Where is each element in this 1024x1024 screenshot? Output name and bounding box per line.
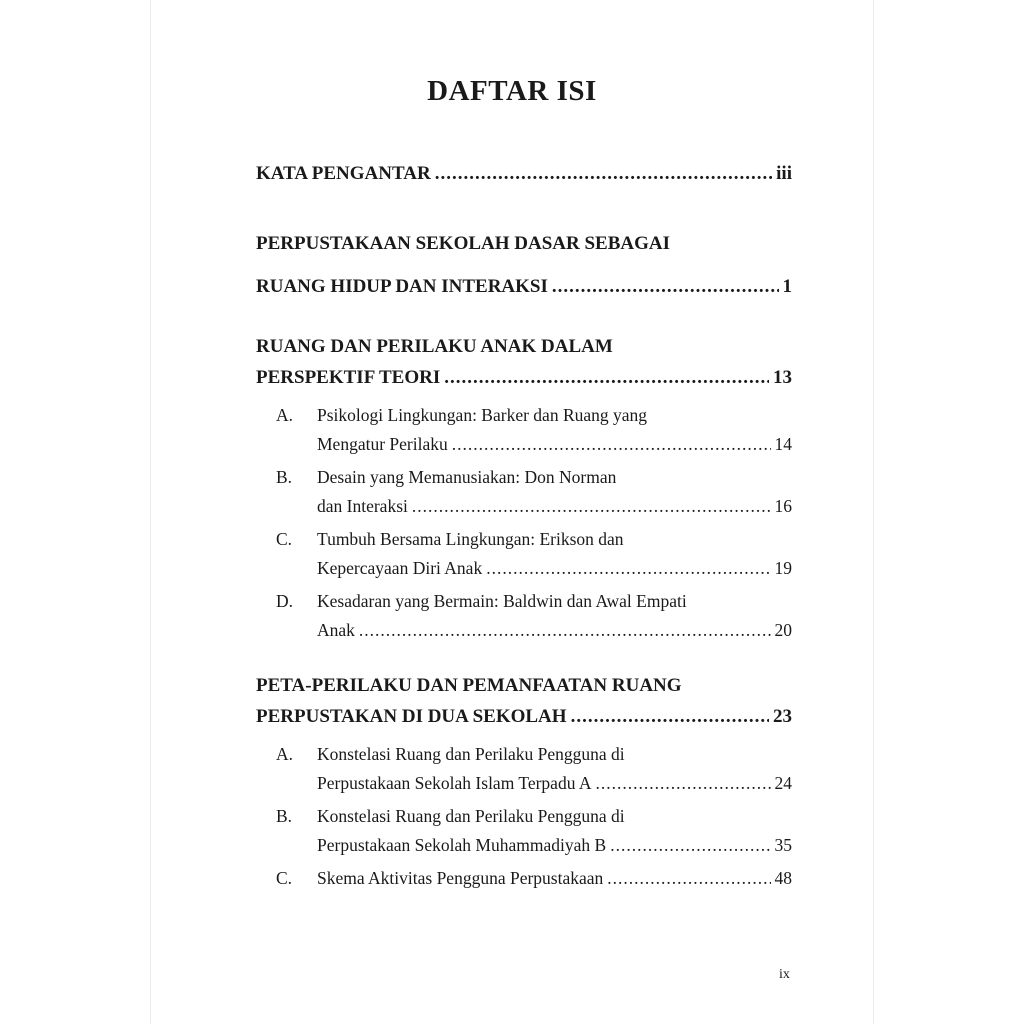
folio-page-number: ix bbox=[779, 967, 790, 982]
toc-page-number: 35 bbox=[774, 835, 792, 855]
dot-leader bbox=[552, 276, 779, 298]
toc-item-2a-line1[interactable]: Psikologi Lingkungan: Barker dan Ruang yang bbox=[317, 405, 648, 425]
toc-item-2d-line2: Anak bbox=[317, 620, 355, 640]
toc-item-letter: C. bbox=[276, 529, 293, 549]
toc-entry-chapter-2[interactable] bbox=[256, 367, 792, 389]
toc-page-number: 19 bbox=[774, 558, 792, 578]
toc-entry-2b[interactable] bbox=[317, 496, 792, 517]
toc-item-2b-line1[interactable]: Desain yang Memanusiakan: Don Norman bbox=[317, 467, 617, 487]
toc-chapter-1-title-line1[interactable]: PERPUSTAKAAN SEKOLAH DASAR SEBAGAI bbox=[256, 233, 671, 254]
dot-leader bbox=[435, 163, 772, 185]
toc-item-letter: C. bbox=[276, 868, 293, 888]
toc-entry-2a[interactable] bbox=[317, 434, 792, 455]
toc-item-2d-line1[interactable]: Kesadaran yang Bermain: Baldwin dan Awal Empati bbox=[317, 591, 687, 611]
toc-entry-title: KATA PENGANTAR bbox=[256, 163, 431, 184]
toc-item-3b-line1[interactable]: Konstelasi Ruang dan Perilaku Pengguna di bbox=[317, 806, 625, 826]
dot-leader bbox=[452, 434, 771, 455]
toc-item-letter: A. bbox=[276, 744, 294, 764]
toc-page-number: 1 bbox=[782, 276, 792, 297]
toc-chapter-1-title-line2: RUANG HIDUP DAN INTERAKSI bbox=[256, 276, 548, 297]
toc-item-3c-title: Skema Aktivitas Pengguna Perpustakaan bbox=[317, 868, 604, 888]
toc-entry-3b[interactable] bbox=[317, 835, 792, 856]
toc-page-number: 24 bbox=[774, 773, 792, 793]
toc-item-2b-line2: dan Interaksi bbox=[317, 496, 408, 516]
toc-page-number: 13 bbox=[773, 367, 792, 388]
toc-entry-chapter-1[interactable] bbox=[256, 276, 792, 298]
toc-page-number: iii bbox=[776, 163, 792, 184]
toc-item-letter: B. bbox=[276, 806, 293, 826]
dot-leader bbox=[571, 706, 769, 728]
toc-item-2c-line2: Kepercayaan Diri Anak bbox=[317, 558, 483, 578]
toc-entry-chapter-3[interactable] bbox=[256, 706, 792, 728]
dot-leader bbox=[610, 835, 770, 856]
toc-item-letter: B. bbox=[276, 467, 293, 487]
toc-item-2c-line1[interactable]: Tumbuh Bersama Lingkungan: Erikson dan bbox=[317, 529, 624, 549]
toc-page-number: 14 bbox=[774, 434, 792, 454]
dot-leader bbox=[359, 620, 771, 641]
dot-leader bbox=[444, 367, 769, 389]
toc-entry-2d[interactable] bbox=[317, 620, 792, 641]
toc-entry-3a[interactable] bbox=[317, 773, 792, 794]
toc-entry-2c[interactable] bbox=[317, 558, 792, 579]
toc-chapter-2-title-line1[interactable]: RUANG DAN PERILAKU ANAK DALAM bbox=[256, 336, 613, 357]
toc-item-3a-line1[interactable]: Konstelasi Ruang dan Perilaku Pengguna di bbox=[317, 744, 625, 764]
dot-leader bbox=[412, 496, 771, 517]
toc-page-number: 20 bbox=[774, 620, 792, 640]
toc-entry-3c[interactable] bbox=[317, 868, 792, 889]
toc-item-3b-line2: Perpustakaan Sekolah Muhammadiyah B bbox=[317, 835, 607, 855]
dot-leader bbox=[486, 558, 770, 579]
toc-entry-kata-pengantar[interactable] bbox=[256, 163, 792, 185]
page-title: DAFTAR ISI bbox=[427, 75, 597, 107]
toc-chapter-3-title-line1[interactable]: PETA-PERILAKU DAN PEMANFAATAN RUANG bbox=[256, 675, 682, 696]
toc-chapter-3-title-line2: PERPUSTAKAN DI DUA SEKOLAH bbox=[256, 706, 567, 727]
toc-page-number: 23 bbox=[773, 706, 792, 727]
toc-page-number: 16 bbox=[774, 496, 792, 516]
toc-item-3a-line2: Perpustakaan Sekolah Islam Terpadu A bbox=[317, 773, 592, 793]
document-page bbox=[150, 0, 874, 1024]
toc-page-number: 48 bbox=[774, 868, 792, 888]
dot-leader bbox=[607, 868, 770, 889]
toc-item-letter: D. bbox=[276, 591, 294, 611]
toc-chapter-2-title-line2: PERSPEKTIF TEORI bbox=[256, 367, 441, 388]
toc-item-2a-line2: Mengatur Perilaku bbox=[317, 434, 448, 454]
dot-leader bbox=[596, 773, 771, 794]
toc-item-letter: A. bbox=[276, 405, 294, 425]
